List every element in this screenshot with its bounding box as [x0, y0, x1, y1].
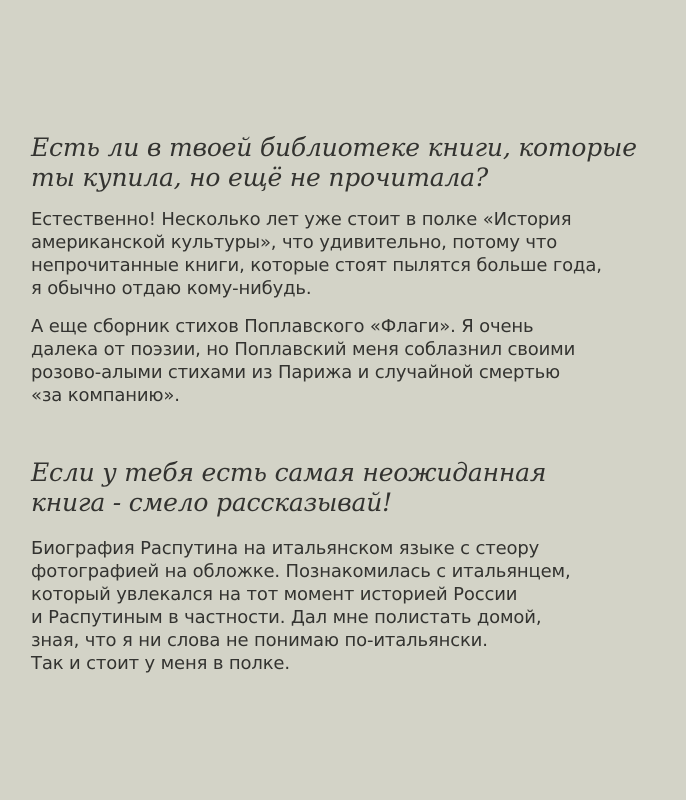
question-line: Есть ли в твоей библиотеке книги, которые	[31, 133, 637, 162]
answer-line: фотографией на обложке. Познакомилась с итальянцем,	[31, 561, 571, 582]
answer-line: Так и стоит у меня в полке.	[31, 653, 290, 674]
answer-line: «за компанию».	[31, 385, 180, 406]
answer-paragraph-3	[31, 537, 671, 675]
answer-line: американской культуры», что удивительно, потому что	[31, 232, 558, 253]
question-line: ты купила, но ещё не прочитала?	[31, 163, 489, 192]
question-heading-1	[31, 133, 661, 193]
question-heading-2	[31, 458, 661, 518]
answer-line: который увлекался на тот момент историей России	[31, 584, 518, 605]
question-line: Если у тебя есть самая неожиданная	[31, 458, 547, 487]
answer-line: далека от поэзии, но Поплавский меня соблазнил своими	[31, 339, 576, 360]
answer-paragraph-2	[31, 315, 671, 407]
answer-line: Биография Распутина на итальянском языке с стеору	[31, 538, 540, 559]
answer-line: я обычно отдаю кому-нибудь.	[31, 278, 312, 299]
answer-line: Естественно! Несколько лет уже стоит в полке «История	[31, 209, 572, 230]
answer-line: и Распутиным в частности. Дал мне полистать домой,	[31, 607, 542, 628]
answer-line: розово-алыми стихами из Парижа и случайной смертью	[31, 362, 561, 383]
answer-line: А еще сборник стихов Поплавского «Флаги». Я очень	[31, 316, 534, 337]
question-line: книга - смело рассказывай!	[31, 488, 392, 517]
answer-line: непрочитанные книги, которые стоят пылятся больше года,	[31, 255, 602, 276]
answer-paragraph-1	[31, 208, 671, 300]
answer-line: зная, что я ни слова не понимаю по-итальянски.	[31, 630, 488, 651]
